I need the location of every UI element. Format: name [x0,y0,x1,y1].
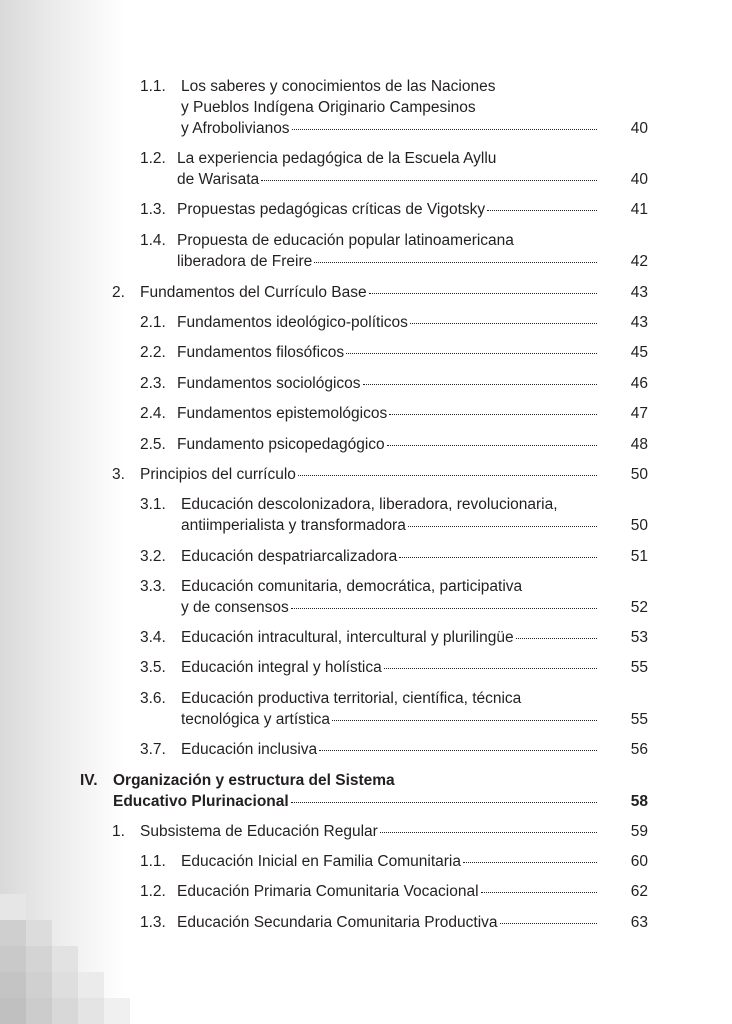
toc-page-number: 50 [630,466,648,483]
toc-entry[interactable] [140,434,648,455]
toc-entry-number: 2.2. [140,344,166,361]
toc-entry[interactable] [140,403,648,424]
toc-page-number: 43 [630,284,648,301]
toc-entry-title: Propuesta de educación popular latinoamericana [177,232,514,249]
toc-entry[interactable] [140,627,648,648]
toc-page-number: 40 [630,120,648,137]
leader-dots [319,749,597,751]
toc-entry[interactable] [140,851,648,872]
leader-dots [384,667,597,669]
leader-dots [314,261,597,263]
toc-entry[interactable] [112,821,648,842]
toc-entry-number: IV. [80,772,98,789]
toc-entry-number: 3.7. [140,741,166,758]
toc-entry[interactable] [140,199,648,220]
leader-dots [463,861,597,863]
toc-page-number: 48 [630,436,648,453]
toc-entry-number: 3.2. [140,548,166,565]
toc-entry-title: La experiencia pedagógica de la Escuela Ayllu [177,150,497,167]
toc-entry-title: Fundamento psicopedagógico [177,436,385,453]
toc-page-number: 58 [630,793,648,810]
leader-dots [389,413,597,415]
toc-entry-number: 2.3. [140,375,166,392]
toc-page-number: 47 [630,405,648,422]
leader-dots [387,444,597,446]
toc-page-number: 63 [630,914,648,931]
leader-dots [332,719,597,721]
leader-dots [363,383,597,385]
toc-entry-title: Educación Inicial en Familia Comunitaria [181,853,461,870]
toc-page-number: 55 [630,659,648,676]
leader-dots [369,292,597,294]
toc-entry-number: 1. [112,823,125,840]
toc-entry[interactable] [112,282,648,303]
toc-page-number: 59 [630,823,648,840]
leader-dots [500,922,597,924]
toc-entry-number: 3.6. [140,690,166,707]
toc-entry-number: 2.1. [140,314,166,331]
toc-entry-number: 1.1. [140,78,166,95]
toc-entry-title: y Pueblos Indígena Originario Campesinos [181,99,476,116]
toc-entry[interactable] [140,342,648,363]
toc-entry-title: Fundamentos sociológicos [177,375,361,392]
toc-entry-number: 2.4. [140,405,166,422]
toc-entry-number: 1.3. [140,914,166,931]
toc-entry-title: Educación despatriarcalizadora [181,548,398,565]
toc-entry-title: Fundamentos filosóficos [177,344,345,361]
toc-entry-title: tecnológica y artística [181,711,331,728]
leader-dots [291,801,597,803]
toc-entry-title: Organización y estructura del Sistema [113,772,395,789]
toc-page-number: 56 [630,741,648,758]
toc-entry-title: Fundamentos ideológico-políticos [177,314,408,331]
toc-entry-title: Educación intracultural, intercultural y plurilingüe [181,629,514,646]
toc-page-number: 60 [630,853,648,870]
leader-dots [399,556,597,558]
toc-entry-title: Principios del currículo [140,466,296,483]
toc-entry-title: Fundamentos epistemológicos [177,405,388,422]
toc-entry[interactable] [80,770,648,812]
leader-dots [487,209,597,211]
leader-dots [291,607,597,609]
toc-entry-number: 3.1. [140,496,166,513]
toc-entry-number: 1.3. [140,201,166,218]
toc-page-number: 43 [630,314,648,331]
leader-dots [380,831,597,833]
leader-dots [292,128,597,130]
leader-dots [410,322,597,324]
toc-entry[interactable] [140,76,648,139]
toc-entry-number: 3.4. [140,629,166,646]
toc-entry-title: Subsistema de Educación Regular [140,823,378,840]
leader-dots [516,637,597,639]
toc-entry[interactable] [140,230,648,272]
toc-entry-title: y de consensos [181,599,289,616]
toc-entry[interactable] [140,148,648,190]
toc-entry-title: Educación productiva territorial, científica, técnica [181,690,522,707]
toc-entry-number: 2.5. [140,436,166,453]
toc-entry-title: Educación descolonizadora, liberadora, revolucionaria, [181,496,558,513]
toc-page-number: 50 [630,517,648,534]
toc-entry-title: Propuestas pedagógicas críticas de Vigotsky [177,201,486,218]
toc-page-number: 52 [630,599,648,616]
toc-entry[interactable] [140,739,648,760]
toc-entry-title: Educativo Plurinacional [113,793,289,810]
toc-entry-number: 1.2. [140,150,166,167]
toc-entry-number: 1.1. [140,853,166,870]
toc-entry-title: y Afrobolivianos [181,120,290,137]
toc-entry-number: 3.5. [140,659,166,676]
toc-entry[interactable] [140,576,648,618]
toc-page-number: 41 [630,201,648,218]
toc-entry-number: 3. [112,466,125,483]
toc-entry[interactable] [140,657,648,678]
toc-entry-title: liberadora de Freire [177,253,313,270]
toc-entry-title: Educación inclusiva [181,741,318,758]
leader-dots [481,891,597,893]
toc-entry[interactable] [140,546,648,567]
leader-dots [298,474,597,476]
toc-entry[interactable] [112,464,648,485]
toc-page-number: 53 [630,629,648,646]
toc-entry-title: Fundamentos del Currículo Base [140,284,367,301]
toc-entry-title: Los saberes y conocimientos de las Naciones [181,78,496,95]
toc-entry-title: Educación Primaria Comunitaria Vocacional [177,883,479,900]
toc-entry[interactable] [140,912,648,933]
toc-entry[interactable] [140,881,648,902]
toc-page-number: 42 [630,253,648,270]
toc-entry[interactable] [140,373,648,394]
toc-entry-number: 1.4. [140,232,166,249]
leader-dots [261,179,597,181]
toc-entry-title: Educación Secundaria Comunitaria Productiva [177,914,498,931]
toc-page-number: 51 [630,548,648,565]
toc-entry-number: 1.2. [140,883,166,900]
toc-entry-number: 3.3. [140,578,166,595]
toc-page-number: 46 [630,375,648,392]
toc-entry-number: 2. [112,284,125,301]
leader-dots [346,352,597,354]
toc-page-number: 45 [630,344,648,361]
toc-entry[interactable] [140,312,648,333]
toc-page-number: 62 [630,883,648,900]
toc-page-number: 40 [630,171,648,188]
leader-dots [408,525,597,527]
toc-entry-title: de Warisata [177,171,260,188]
toc-entry-title: Educación comunitaria, democrática, participativa [181,578,523,595]
toc-entry-title: Educación integral y holística [181,659,382,676]
toc-entry-title: antiimperialista y transformadora [181,517,406,534]
toc-entry[interactable] [140,688,648,730]
toc-page-number: 55 [630,711,648,728]
toc-entry[interactable] [140,494,648,536]
